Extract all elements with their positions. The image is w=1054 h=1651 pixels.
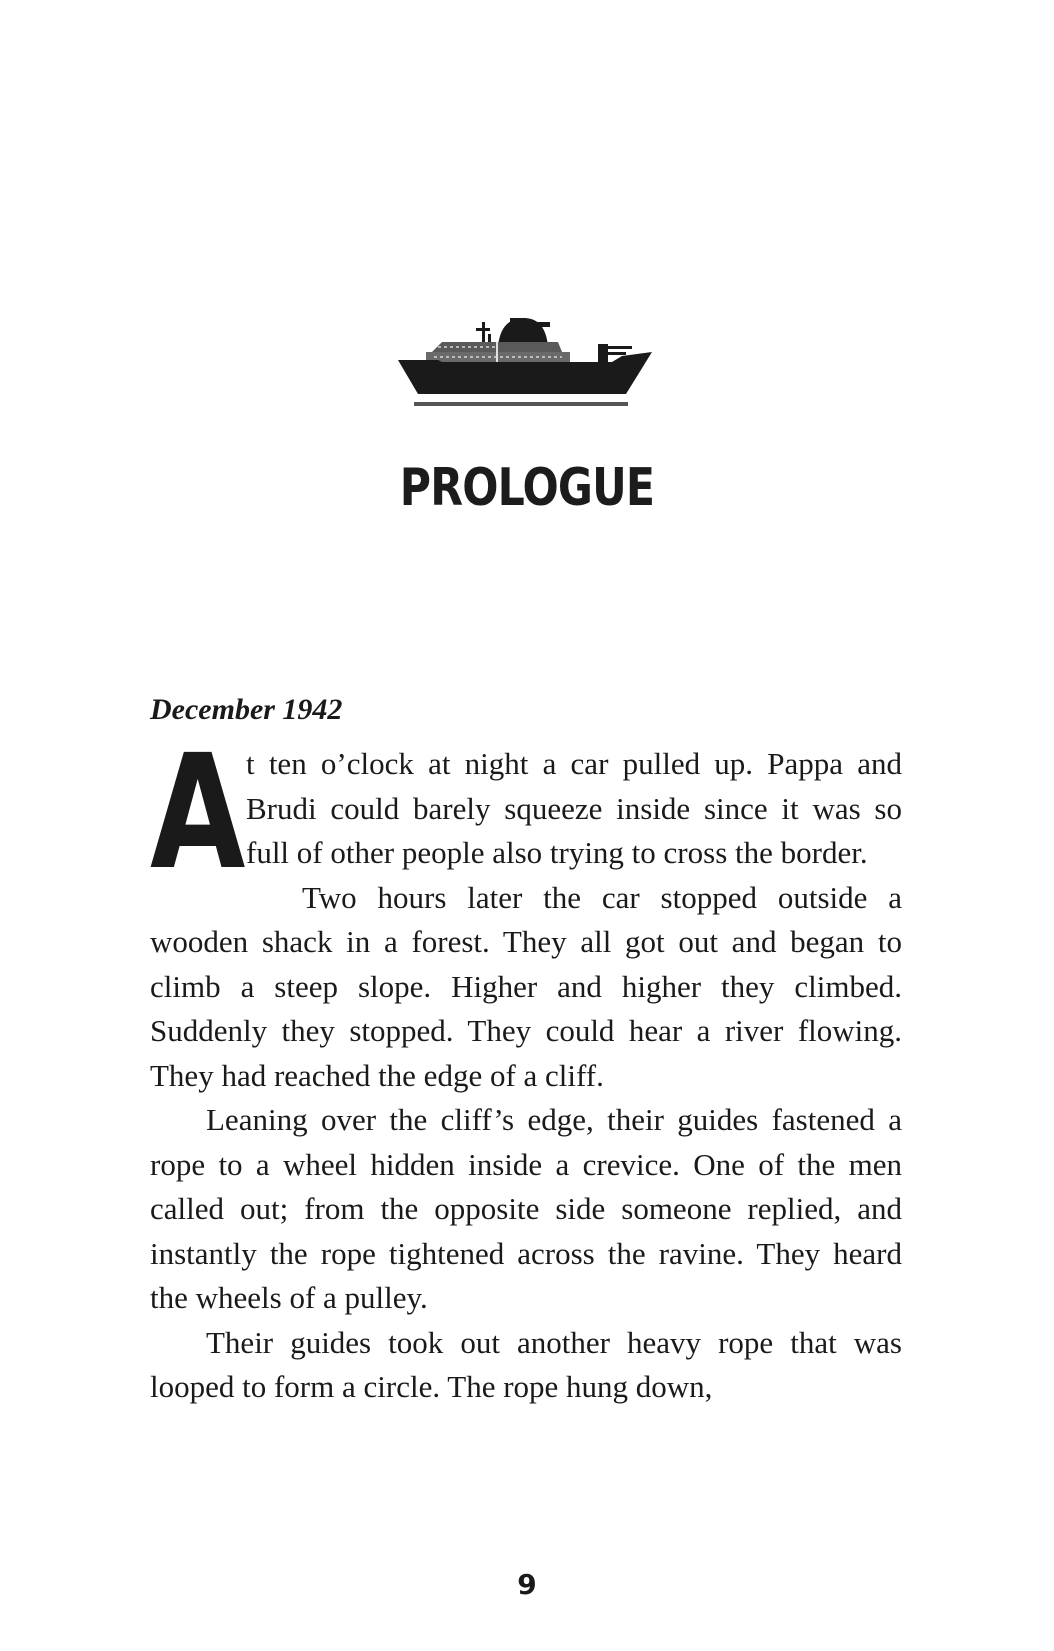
ship-icon <box>398 318 656 422</box>
chapter-title: PROLOGUE <box>399 458 655 518</box>
paragraph-3: Leaning over the cliff’s edge, their guides fastened a rope to a wheel hidden inside a crevice. One of the men called out; from the opposite side someone replied, and instantly the rope tightened across the ravine. They heard the wheels of a pulley. <box>150 1102 902 1315</box>
paragraph-1 <box>150 721 902 905</box>
chapter-body <box>150 688 902 1410</box>
paragraph-1-text: t ten o’clock at night a car pulled up. Pappa and Brudi could barely squeeze inside since it was so full of other people also trying to cross the border. <box>246 746 902 870</box>
drop-cap: A <box>150 721 246 905</box>
page-number: 9 <box>517 1568 537 1601</box>
date-heading: December 1942 <box>150 693 343 726</box>
paragraph-4: Their guides took out another heavy rope that was looped to form a circle. The rope hung down, <box>150 1324 902 1404</box>
paragraph-2: Two hours later the car stopped outside a wooden shack in a forest. They all got out and began to climb a steep slope. Higher and higher they climbed. Suddenly they stopped. They could hear a river flowing. They had reached the edge of a cliff. <box>150 879 902 1093</box>
